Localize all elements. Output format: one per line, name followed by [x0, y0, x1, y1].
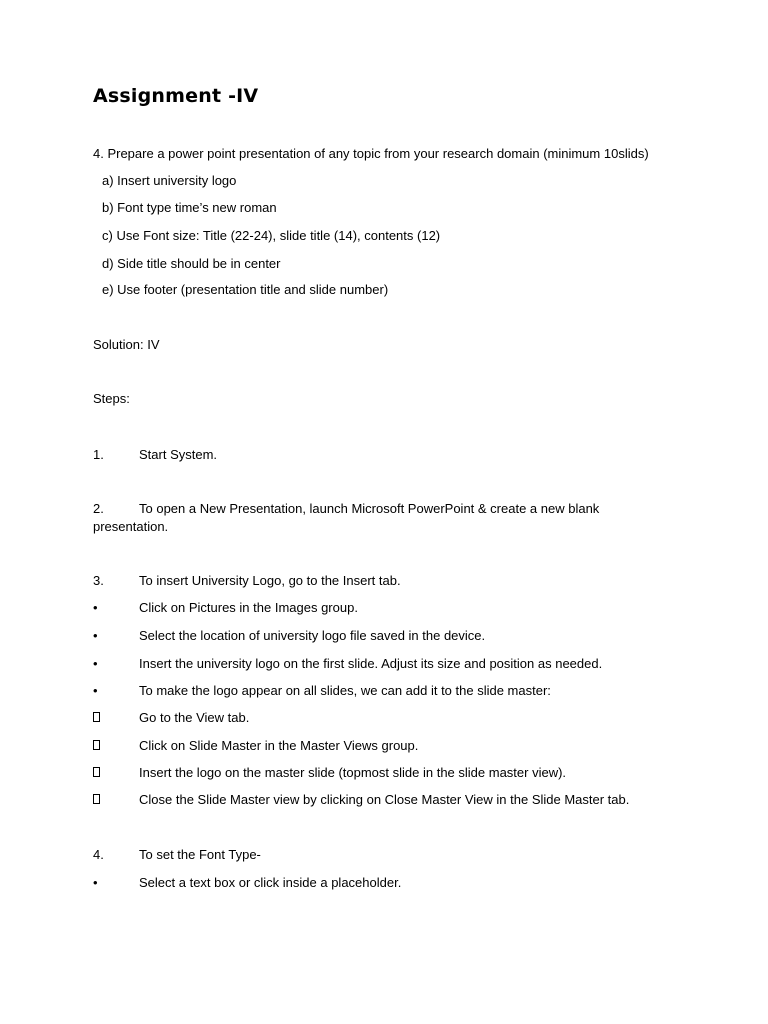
step-number: 4.	[93, 847, 104, 862]
bullet-dot-icon: •	[93, 656, 98, 671]
missing-glyph-icon	[93, 712, 100, 722]
sub-list-item	[0, 709, 768, 727]
list-item	[0, 682, 768, 700]
list-item	[0, 627, 768, 645]
list-item-text: Select the location of university logo file saved in the device.	[139, 628, 486, 643]
steps-label: Steps:	[93, 391, 130, 406]
question-item: b) Font type time’s new roman	[102, 200, 277, 215]
step-text: Start System.	[139, 447, 218, 462]
missing-glyph-icon	[93, 794, 100, 804]
list-item-text: Click on Pictures in the Images group.	[139, 600, 358, 615]
bullet-dot-icon: •	[93, 600, 98, 615]
question-item: c) Use Font size: Title (22-24), slide title (14), contents (12)	[102, 228, 441, 243]
missing-glyph-icon	[93, 740, 100, 750]
bullet-dot-icon: •	[93, 628, 98, 643]
sub-list-item	[0, 764, 768, 782]
bullet-dot-icon: •	[93, 683, 98, 698]
step-text: To set the Font Type-	[139, 847, 261, 862]
question-text: 4. Prepare a power point presentation of any topic from your research domain (minimum 10slids)	[93, 146, 649, 161]
question-item: e) Use footer (presentation title and slide number)	[102, 282, 389, 297]
step-row	[0, 572, 768, 590]
bullet-dot-icon: •	[93, 875, 98, 890]
page-title: Assignment -IV	[93, 85, 259, 107]
missing-glyph-icon	[93, 767, 100, 777]
step-number: 1.	[93, 447, 104, 462]
list-item-text: Insert the university logo on the first slide. Adjust its size and position as needed.	[139, 656, 603, 671]
list-item	[0, 655, 768, 673]
question-item: d) Side title should be in center	[102, 256, 281, 271]
sub-list-item	[0, 737, 768, 755]
list-item-text: To make the logo appear on all slides, we can add it to the slide master:	[139, 683, 551, 698]
step-text: To insert University Logo, go to the Insert tab.	[139, 573, 401, 588]
step-text: To open a New Presentation, launch Microsoft PowerPoint & create a new blank presentation.	[93, 501, 600, 534]
list-item-text: Go to the View tab.	[139, 710, 250, 725]
step-number: 2.	[93, 501, 104, 516]
list-item	[0, 599, 768, 617]
step-row	[0, 500, 768, 536]
list-item-text: Click on Slide Master in the Master Views group.	[139, 738, 419, 753]
list-item-text: Select a text box or click inside a placeholder.	[139, 875, 402, 890]
solution-label: Solution: IV	[93, 337, 160, 352]
list-item-text: Close the Slide Master view by clicking on Close Master View in the Slide Master tab.	[139, 792, 630, 807]
list-item-text: Insert the logo on the master slide (topmost slide in the slide master view).	[139, 765, 567, 780]
step-row	[0, 846, 768, 864]
step-number: 3.	[93, 573, 104, 588]
question-item: a) Insert university logo	[102, 173, 237, 188]
step-row	[0, 446, 768, 464]
list-item	[0, 874, 768, 892]
sub-list-item	[0, 791, 768, 809]
